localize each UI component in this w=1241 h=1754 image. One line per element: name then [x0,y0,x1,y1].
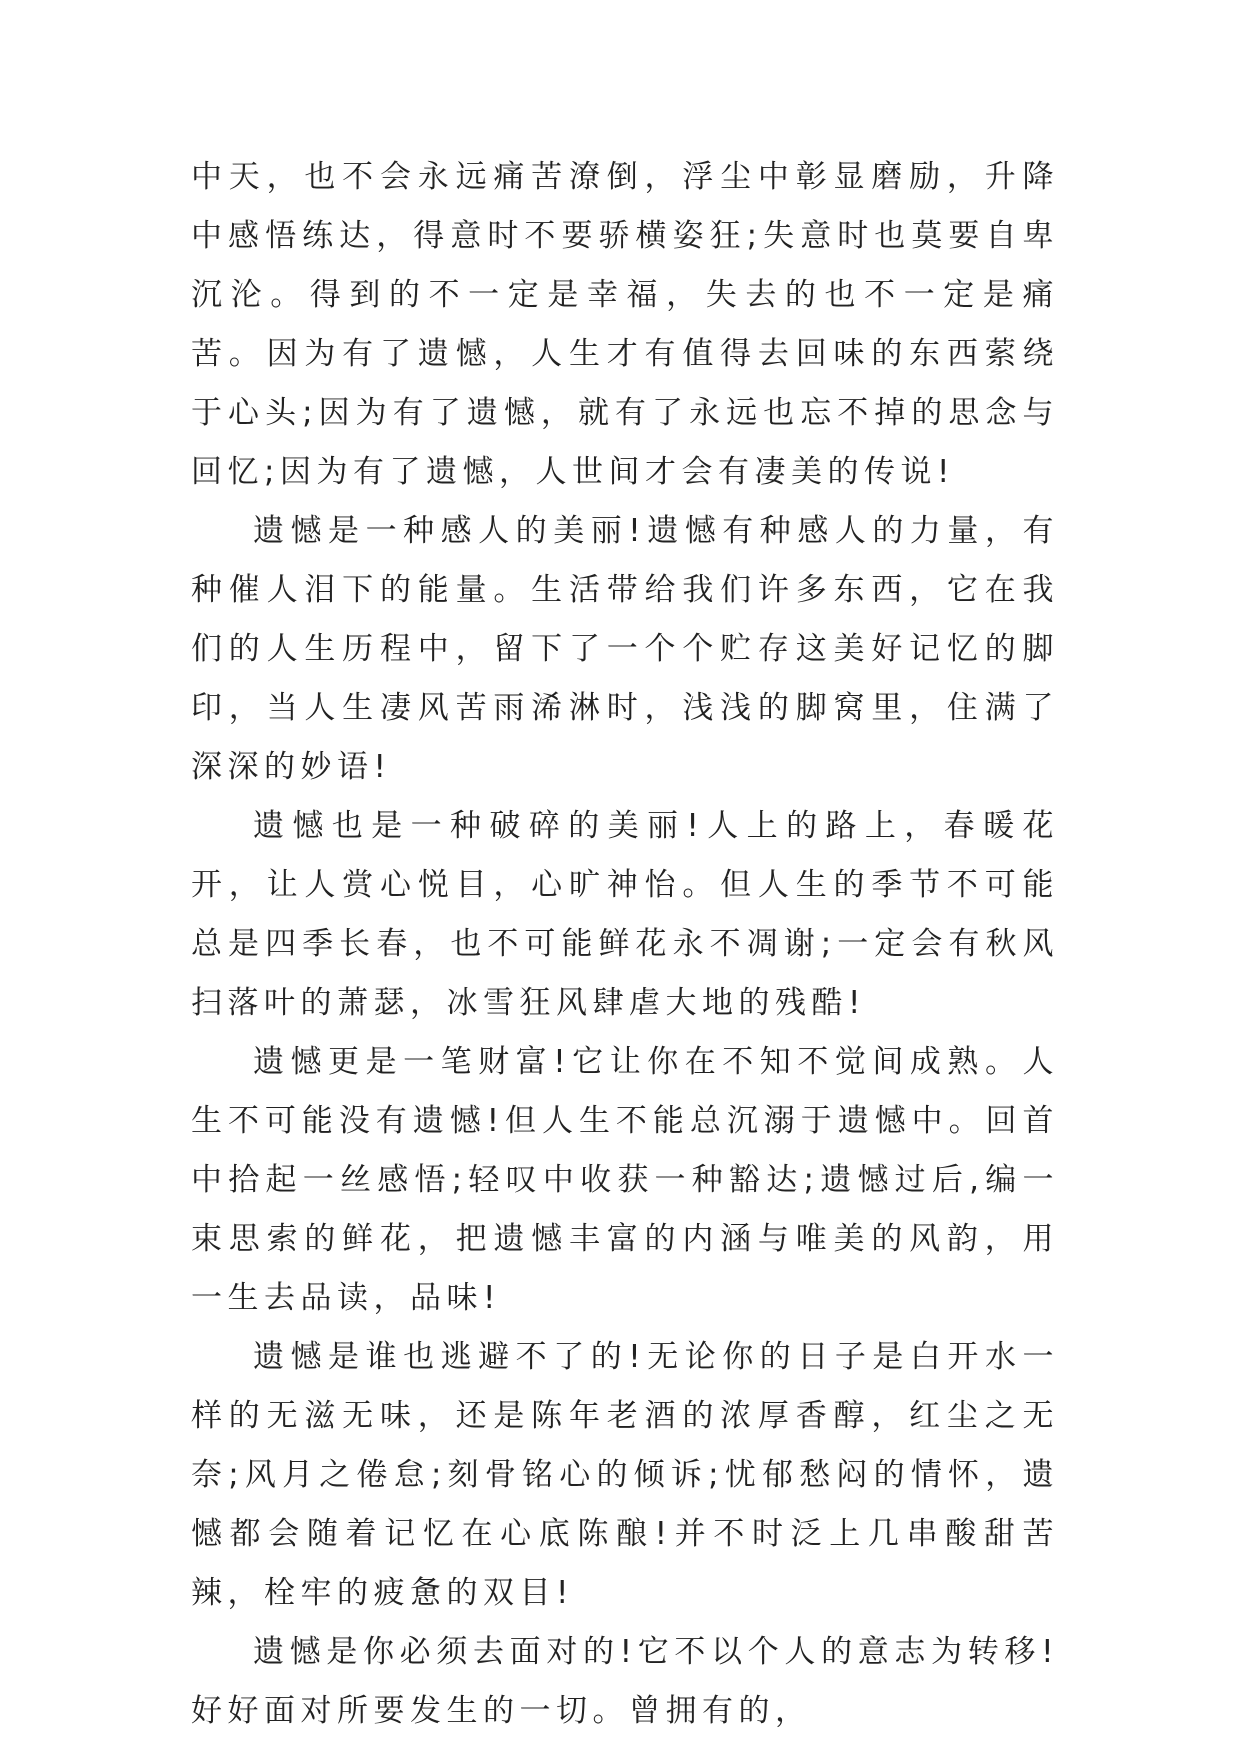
document-body [191,148,1059,1741]
paragraph-broken-beauty: 遗憾也是一种破碎的美丽!人上的路上，春暖花开，让人赏心悦目，心旷神怡。但人生的季节不可能总是四季长春，也不可能鲜花永不凋谢;一定会有秋风扫落叶的萧瑟，冰雪狂风肆虐大地的残酷! [191,808,1059,1021]
paragraph-wealth: 遗憾更是一笔财富!它让你在不知不觉间成熟。人生不可能没有遗憾!但人生不能总沉溺于遗憾中。回首中拾起一丝感悟;轻叹中收获一种豁达;遗憾过后,编一束思索的鲜花，把遗憾丰富的内涵与唯美的风韵，用一生去品读，品味! [191,1044,1059,1316]
paragraph-touching-beauty: 遗憾是一种感人的美丽!遗憾有种感人的力量，有种催人泪下的能量。生活带给我们许多东西，它在我们的人生历程中，留下了一个个贮存这美好记忆的脚印，当人生凄风苦雨浠淋时，浅浅的脚窝里，住满了深深的妙语! [191,513,1059,785]
paragraph-unavoidable: 遗憾是谁也逃避不了的!无论你的日子是白开水一样的无滋无味，还是陈年老酒的浓厚香醇，红尘之无奈;风月之倦怠;刻骨铭心的倾诉;忧郁愁闷的情怀，遗憾都会随着记忆在心底陈酿!并不时泛上几串酸甜苦辣，栓牢的疲惫的双目! [191,1339,1059,1611]
paragraph-must-face: 遗憾是你必须去面对的!它不以个人的意志为转移!好好面对所要发生的一切。曾拥有的， [191,1634,1059,1729]
paragraph-continued: 中天，也不会永远痛苦潦倒，浮尘中彰显磨励，升降中感悟练达，得意时不要骄横姿狂;失意时也莫要自卑沉沦。得到的不一定是幸福，失去的也不一定是痛苦。因为有了遗憾，人生才有值得去回味的东西萦绕于心头;因为有了遗憾，就有了永远也忘不掉的思念与回忆;因为有了遗憾，人世间才会有凄美的传说! [191,159,1059,490]
